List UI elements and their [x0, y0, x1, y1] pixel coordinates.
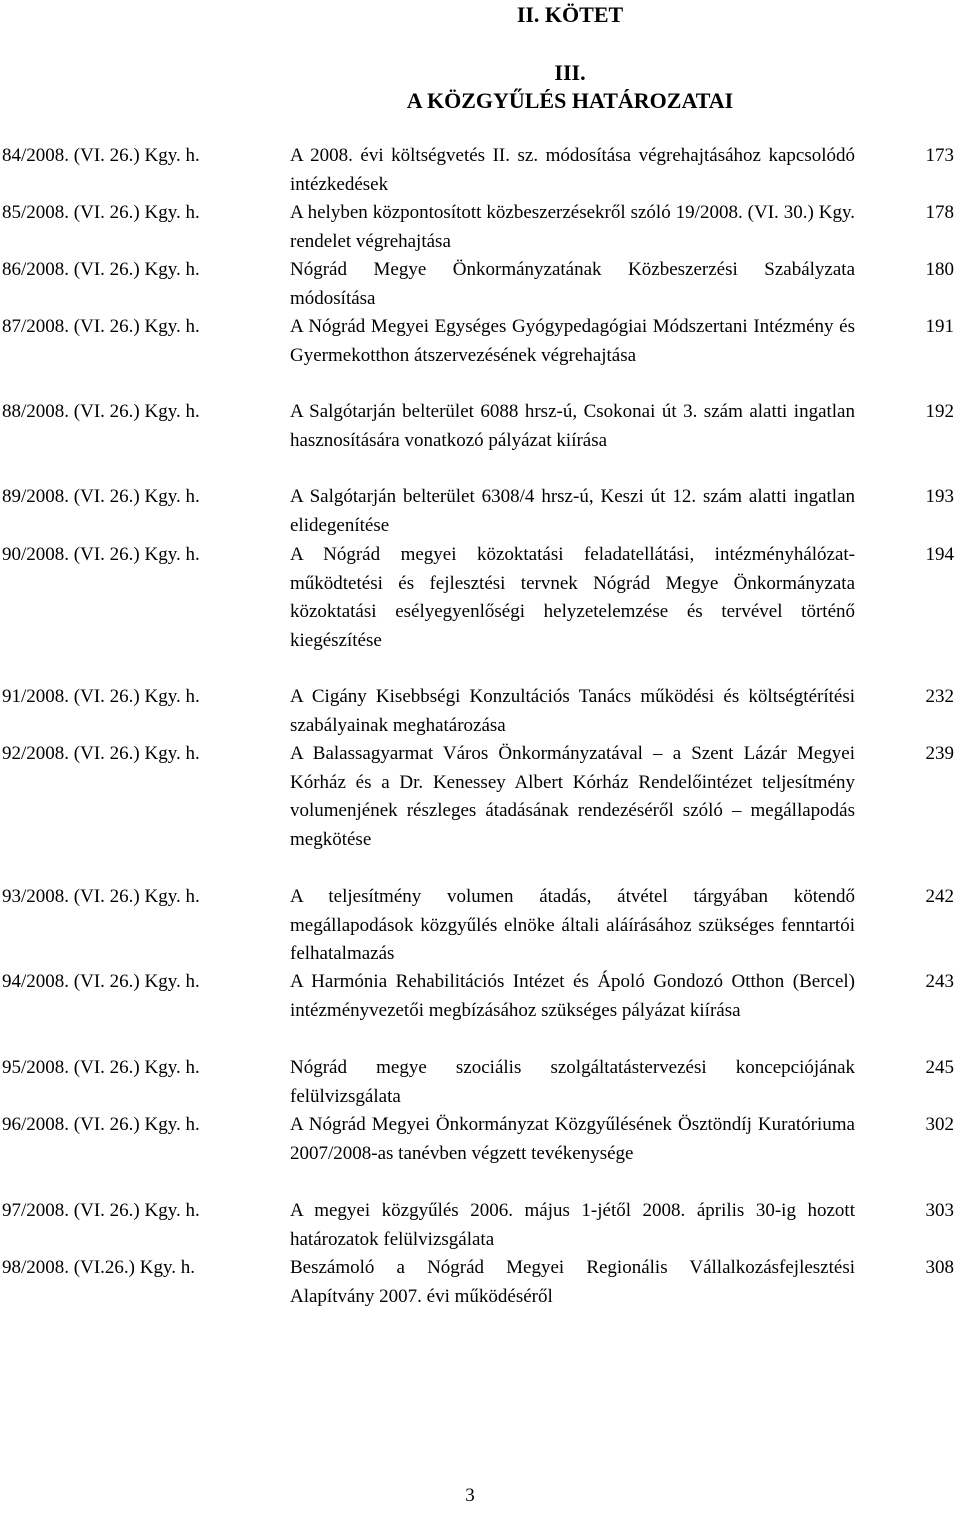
- volume-title: II. KÖTET: [516, 2, 624, 27]
- resolution-description: A 2008. évi költségvetés II. sz. módosítása végrehajtásához kapcsolódó intézkedések: [290, 145, 855, 195]
- resolution-ref: 93/2008. (VI. 26.) Kgy. h.: [2, 886, 200, 907]
- page-number: 308: [925, 1257, 954, 1278]
- resolution-description: A Nógrád Megyei Önkormányzat Közgyűlésének Ösztöndíj Kuratóriuma 2007/2008-as tanévben végzett tevékenysége: [290, 1114, 855, 1164]
- resolution-description: A Harmónia Rehabilitációs Intézet és Ápoló Gondozó Otthon (Bercel) intézményvezetői megbízásához szükséges pályázat kiírása: [290, 971, 855, 1021]
- resolution-description: A Nógrád Megyei Egységes Gyógypedagógiai Módszertani Intézmény és Gyermekotthon átszervezésének végrehajtása: [290, 316, 855, 366]
- page-number: 242: [925, 886, 954, 907]
- resolution-ref: 87/2008. (VI. 26.) Kgy. h.: [2, 316, 200, 337]
- resolution-ref: 92/2008. (VI. 26.) Kgy. h.: [2, 743, 200, 764]
- resolution-ref: 91/2008. (VI. 26.) Kgy. h.: [2, 686, 200, 707]
- resolution-description: A Salgótarján belterület 6088 hrsz-ú, Csokonai út 3. szám alatti ingatlan hasznosítására vonatkozó pályázat kiírása: [290, 401, 855, 451]
- resolution-ref: 84/2008. (VI. 26.) Kgy. h.: [2, 145, 200, 166]
- resolution-ref: 86/2008. (VI. 26.) Kgy. h.: [2, 259, 200, 280]
- resolution-ref: 95/2008. (VI. 26.) Kgy. h.: [2, 1057, 200, 1078]
- resolution-description: Nógrád megye szociális szolgáltatástervezési koncepciójának felülvizsgálata: [290, 1057, 855, 1107]
- page-number: 173: [925, 145, 954, 166]
- page-number: 178: [925, 202, 954, 223]
- resolution-ref: 88/2008. (VI. 26.) Kgy. h.: [2, 401, 200, 422]
- section-number: III.: [554, 60, 586, 85]
- page-number: 245: [925, 1057, 954, 1078]
- page-number: 193: [925, 486, 954, 507]
- page-number: 194: [925, 544, 954, 565]
- resolution-description: A Nógrád megyei közoktatási feladatellátási, intézményhálózat-működtetési és fejlesztési tervnek Nógrád Megye Önkormányzata közoktatási esélyegyenlőségi helyzetelemzése és tervével történő kiegészítése: [290, 544, 855, 651]
- page-number: 191: [925, 316, 954, 337]
- resolution-ref: 97/2008. (VI. 26.) Kgy. h.: [2, 1200, 200, 1221]
- resolution-description: A megyei közgyűlés 2006. május 1-jétől 2008. április 30-ig hozott határozatok felülvizsgálata: [290, 1200, 855, 1250]
- page-number: 243: [925, 971, 954, 992]
- page-number: 302: [925, 1114, 954, 1135]
- resolution-ref: 90/2008. (VI. 26.) Kgy. h.: [2, 544, 200, 565]
- resolution-ref: 98/2008. (VI.26.) Kgy. h.: [2, 1257, 195, 1278]
- resolution-description: A Balassagyarmat Város Önkormányzatával – a Szent Lázár Megyei Kórház és a Dr. Kenessey Albert Kórház Rendelőintézet teljesítmény volumenjének részleges átadásának rendezéséről szóló – megállapodás megkötése: [290, 743, 855, 850]
- page-number: 180: [925, 259, 954, 280]
- resolution-description: A helyben központosított közbeszerzésekről szóló 19/2008. (VI. 30.) Kgy. rendelet végrehajtása: [290, 202, 855, 252]
- page-number: 303: [925, 1200, 954, 1221]
- page-number: 232: [925, 686, 954, 707]
- resolution-description: A teljesítmény volumen átadás, átvétel tárgyában kötendő megállapodások közgyűlés elnöke általi aláírásához szükséges fenntartói felhatalmazás: [290, 886, 855, 964]
- resolution-description: Nógrád Megye Önkormányzatának Közbeszerzési Szabályzata módosítása: [290, 259, 855, 309]
- resolution-ref: 94/2008. (VI. 26.) Kgy. h.: [2, 971, 200, 992]
- page-number: 239: [925, 743, 954, 764]
- resolution-ref: 85/2008. (VI. 26.) Kgy. h.: [2, 202, 200, 223]
- resolution-ref: 96/2008. (VI. 26.) Kgy. h.: [2, 1114, 200, 1135]
- section-title: A KÖZGYŰLÉS HATÁROZATAI: [406, 88, 734, 113]
- footer-page-number: 3: [465, 1485, 475, 1506]
- resolution-description: A Cigány Kisebbségi Konzultációs Tanács működési és költségtérítési szabályainak meghatározása: [290, 686, 855, 736]
- resolution-description: A Salgótarján belterület 6308/4 hrsz-ú, Keszi út 12. szám alatti ingatlan elidegenítése: [290, 486, 855, 536]
- page-number: 192: [925, 401, 954, 422]
- resolution-description: Beszámoló a Nógrád Megyei Regionális Vállalkozásfejlesztési Alapítvány 2007. évi működéséről: [290, 1257, 855, 1307]
- resolution-ref: 89/2008. (VI. 26.) Kgy. h.: [2, 486, 200, 507]
